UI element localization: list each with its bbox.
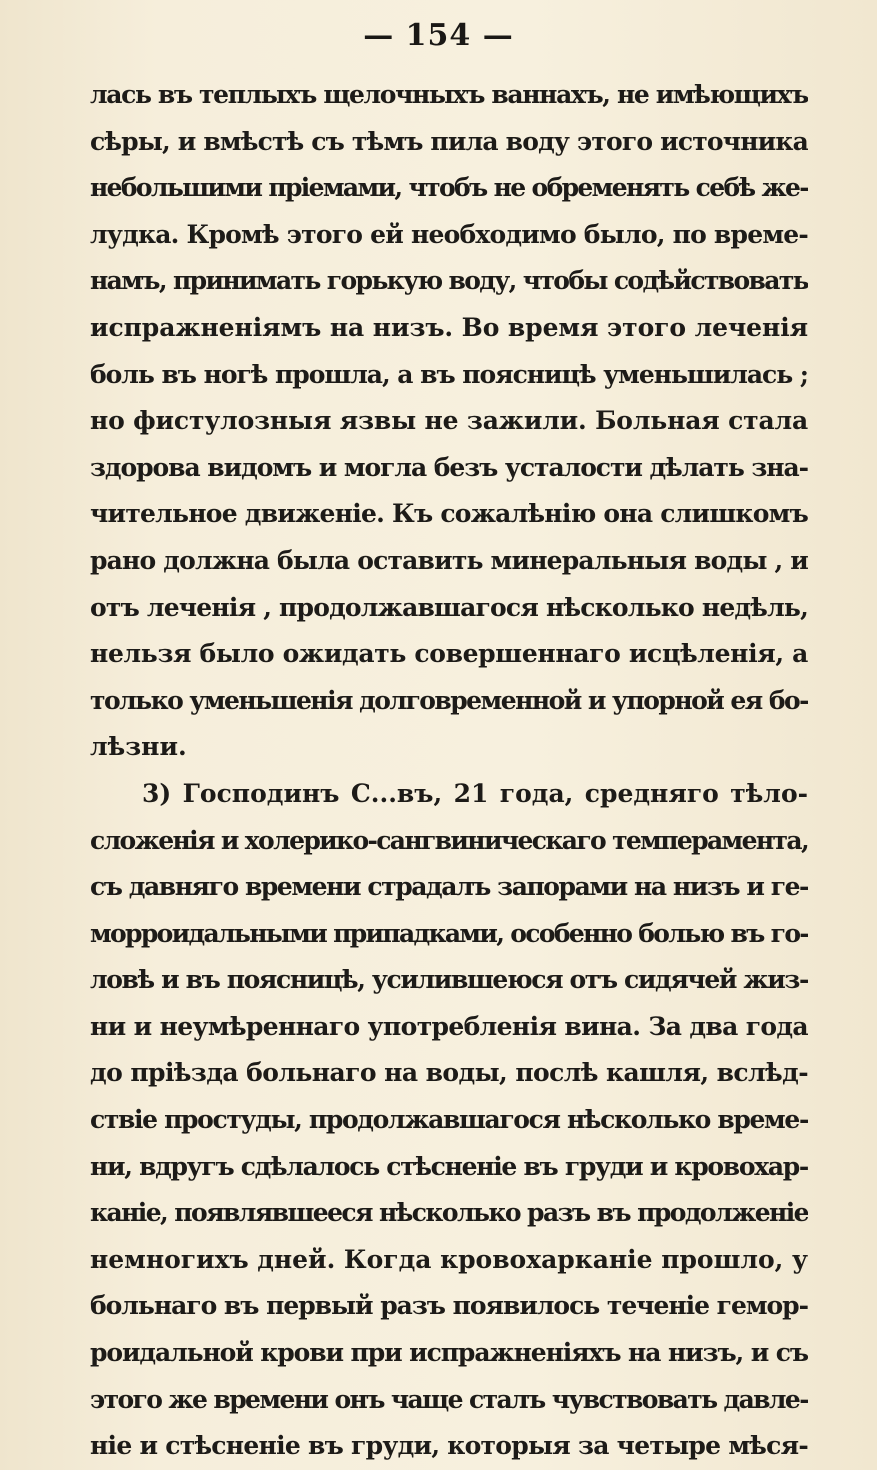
text-line: небольшими пріемами, чтобъ не обременять себѣ же- bbox=[90, 173, 808, 203]
text-line: чительное движеніе. Къ сожалѣнію она слишкомъ bbox=[90, 499, 808, 529]
text-line: этого же времени онъ чаще сталъ чувствовать давле- bbox=[90, 1384, 808, 1414]
text-line: боль въ ногѣ прошла, а въ поясницѣ уменьшилась ; bbox=[90, 359, 808, 389]
paragraph-1 bbox=[90, 72, 808, 771]
text-line: намъ, принимать горькую воду, чтобы содѣйствовать bbox=[90, 266, 808, 296]
text-line: здорова видомъ и могла безъ усталости дѣлать зна- bbox=[90, 452, 808, 482]
text-line: ствіе простуды, продолжавшагося нѣсколько време- bbox=[90, 1105, 808, 1135]
text-line: морроидальными припадками, особенно болью въ го- bbox=[90, 918, 808, 948]
text-line: каніе, появлявшееся нѣсколько разъ въ продолженіе bbox=[90, 1198, 808, 1228]
text-line: только уменьшенія долговременной и упорной ея бо- bbox=[90, 685, 808, 715]
body-text bbox=[90, 72, 808, 1470]
text-line: съ давняго времени страдалъ запорами на низъ и ге- bbox=[90, 872, 808, 902]
text-line: но фистулозныя язвы не зажили. Больная стала bbox=[90, 406, 808, 436]
text-line: нельзя было ожидать совершеннаго исцѣленія, а bbox=[90, 639, 808, 669]
text-line: немногихъ дней. Когда кровохарканіе прошло, у bbox=[90, 1244, 808, 1274]
text-line: лудка. Кромѣ этого ей необходимо было, по време- bbox=[90, 219, 808, 249]
text-line: ловѣ и въ поясницѣ, усилившеюся отъ сидячей жиз- bbox=[90, 965, 808, 995]
text-line: испражненіямъ на низъ. Во время этого леченія bbox=[90, 312, 808, 342]
text-line: ніе и стѣсненіе въ груди, которыя за четыре мѣся- bbox=[90, 1431, 808, 1461]
text-line: сѣры, и вмѣстѣ съ тѣмъ пила воду этого источника bbox=[90, 126, 808, 156]
text-line: рано должна была оставить минеральныя воды , и bbox=[90, 545, 808, 575]
text-line: лѣзни. bbox=[90, 732, 187, 762]
text-line: сложенія и холерико-сангвиническаго темперамента, bbox=[90, 825, 808, 855]
text-line: 3) Господинъ С...въ, 21 года, средняго тѣло- bbox=[142, 778, 808, 808]
paragraph-2 bbox=[90, 771, 808, 1470]
text-line: до пріѣзда больнаго на воды, послѣ кашля, вслѣд- bbox=[90, 1058, 808, 1088]
text-line: роидальной крови при испражненіяхъ на низъ, и съ bbox=[90, 1338, 808, 1368]
text-line: ни и неумѣреннаго употребленія вина. За два года bbox=[90, 1011, 808, 1041]
text-line: лась въ теплыхъ щелочныхъ ваннахъ, не имѣющихъ bbox=[90, 80, 808, 109]
text-line: отъ леченія , продолжавшагося нѣсколько недѣль, bbox=[90, 592, 808, 622]
text-line: больнаго въ первый разъ появилось теченіе гемор- bbox=[90, 1291, 808, 1321]
page-number: — 154 — bbox=[363, 18, 514, 53]
text-line: ни, вдругъ сдѣлалось стѣсненіе въ груди и кровохар- bbox=[90, 1151, 808, 1181]
